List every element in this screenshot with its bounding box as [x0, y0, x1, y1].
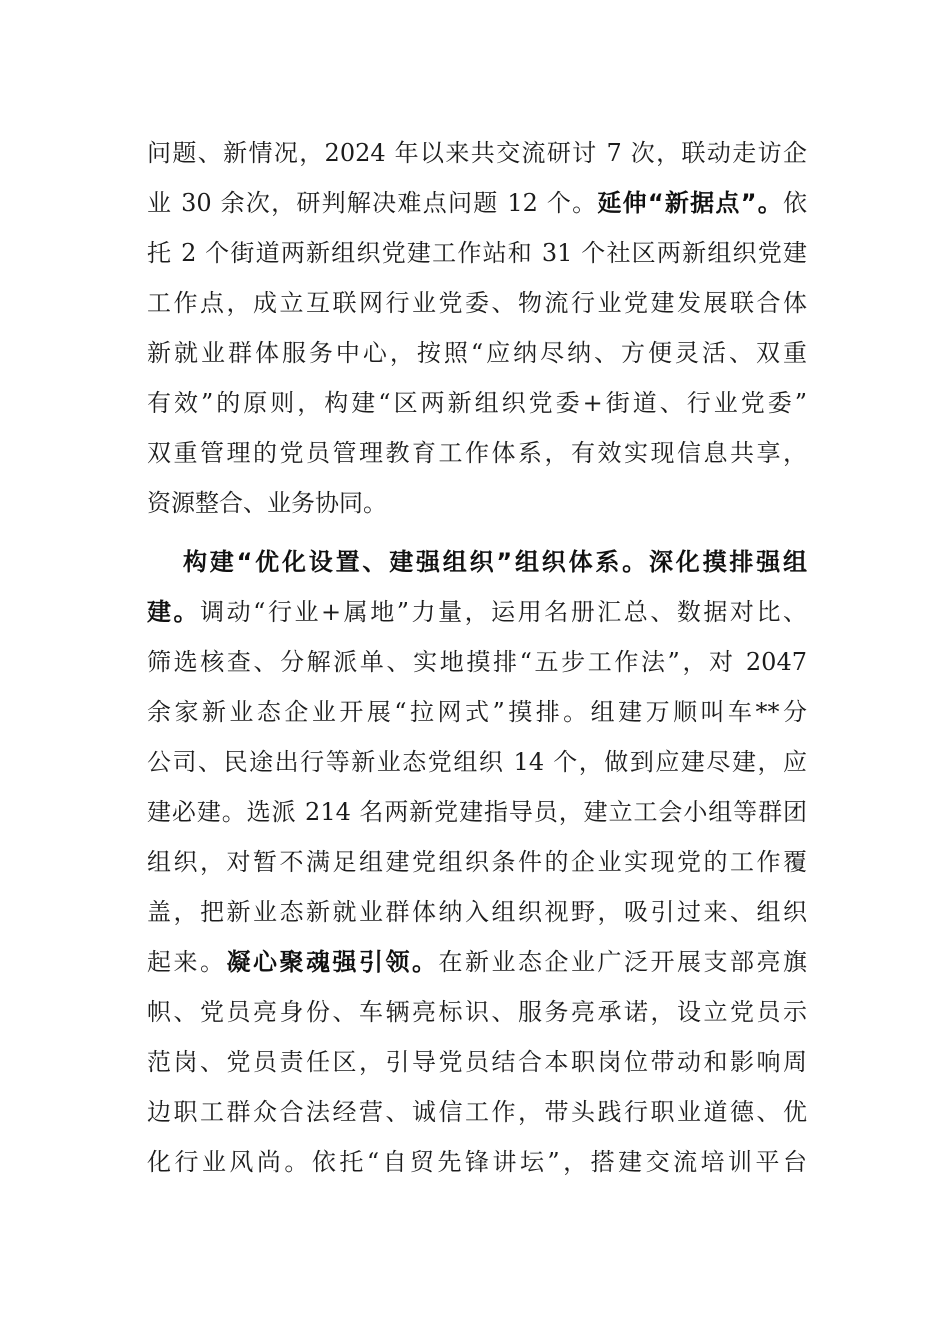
body-text: 托 2 个街道两新组织党建工作站和 31 个社区两新组织党建 [147, 239, 807, 267]
body-text: 工作点，成立互联网行业党委、物流行业党建发展联合体 [147, 289, 807, 317]
text-line [147, 486, 807, 520]
body-text: 调动“行业+属地”力量，运用名册汇总、数据对比、 [200, 598, 808, 626]
body-text: 余家新业态企业开展“拉网式”摸排。组建万顺叫车**分 [147, 698, 807, 726]
body-text: 范岗、党员责任区，引导党员结合本职岗位带动和影响周 [147, 1048, 807, 1076]
bold-heading-text: 构建“优化设置、建强组织”组织体系。深化摸排强组 [183, 548, 807, 576]
body-text: 组织，对暂不满足组建党组织条件的企业实现党的工作覆 [147, 848, 807, 876]
body-text: 盖，把新业态新就业群体纳入组织视野，吸引过来、组织 [147, 898, 807, 926]
text-line [147, 136, 807, 170]
body-text: 问题、新情况，2024 年以来共交流研讨 7 次，联动走访企 [147, 139, 807, 167]
body-text: 有效”的原则，构建“区两新组织党委+街道、行业党委” [147, 389, 807, 417]
text-line [147, 695, 807, 729]
bold-heading-text: 建。 [147, 598, 201, 626]
body-text: 资源整合、业务协同。 [147, 489, 387, 517]
bold-heading-text: 凝心聚魂强引领。 [226, 948, 439, 976]
text-line [147, 845, 807, 879]
body-text: 公司、民途出行等新业态党组织 14 个，做到应建尽建，应 [147, 748, 807, 776]
body-text: 新就业群体服务中心，按照“应纳尽纳、方便灵活、双重 [147, 339, 807, 367]
body-text: 筛选核查、分解派单、实地摸排“五步工作法”，对 2047 [147, 648, 807, 676]
text-line [147, 595, 807, 629]
body-text: 边职工群众合法经营、诚信工作，带头践行职业道德、优 [147, 1098, 807, 1126]
text-line [147, 795, 807, 829]
body-text: 建必建。选派 214 名两新党建指导员，建立工会小组等群团 [147, 798, 807, 826]
text-line [147, 895, 807, 929]
body-text: 依 [783, 189, 808, 217]
text-line [147, 436, 807, 470]
body-text: 双重管理的党员管理教育工作体系，有效实现信息共享， [147, 439, 807, 467]
text-line [147, 945, 807, 979]
bold-heading-text: 延伸“新据点”。 [597, 189, 784, 217]
text-line [147, 995, 807, 1029]
text-line [147, 186, 807, 220]
body-text: 起来。 [147, 948, 227, 976]
text-line [147, 1145, 807, 1179]
text-line [147, 386, 807, 420]
text-line [147, 545, 807, 579]
text-line [147, 236, 807, 270]
body-text: 业 30 余次，研判解决难点问题 12 个。 [147, 189, 598, 217]
body-text: 在新业态企业广泛开展支部亮旗 [438, 948, 807, 976]
text-line [147, 745, 807, 779]
body-text: 化行业风尚。依托“自贸先锋讲坛”，搭建交流培训平台 [147, 1148, 807, 1176]
text-line [147, 1095, 807, 1129]
text-line [147, 645, 807, 679]
text-line [147, 336, 807, 370]
text-line [147, 1045, 807, 1079]
body-text: 帜、党员亮身份、车辆亮标识、服务亮承诺，设立党员示 [147, 998, 807, 1026]
text-line [147, 286, 807, 320]
